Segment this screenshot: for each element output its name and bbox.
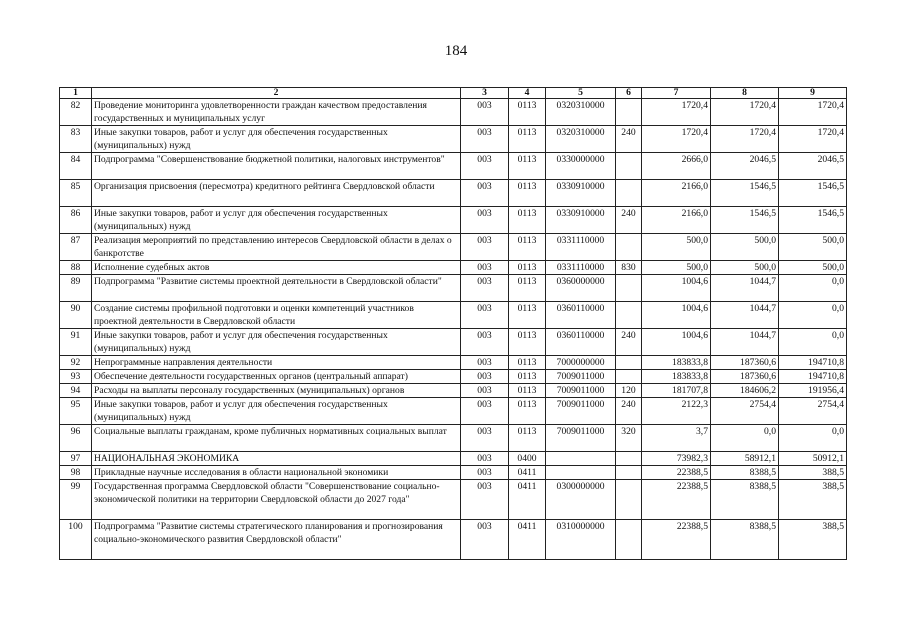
amount-col-8: 187360,6: [711, 356, 779, 370]
amount-col-9: 50912,1: [779, 452, 847, 466]
table-row: [60, 356, 847, 370]
section-code: 0113: [509, 126, 546, 153]
amount-col-7: 2122,3: [642, 398, 711, 425]
table-row: [60, 207, 847, 234]
row-name: Иные закупки товаров, работ и услуг для обеспечения государственных (муниципальных) нужд: [92, 398, 461, 425]
amount-col-8: 187360,6: [711, 370, 779, 384]
row-name: Создание системы профильной подготовки и оценки компетенций участников проектной деятельности в Свердловской области: [92, 302, 461, 329]
amount-col-9: 0,0: [779, 425, 847, 452]
ministry-code: 003: [461, 207, 509, 234]
amount-col-9: 0,0: [779, 302, 847, 329]
page-number: 184: [444, 43, 468, 59]
row-number: 95: [60, 398, 92, 425]
ministry-code: 003: [461, 302, 509, 329]
target-article-code: 0330910000: [546, 207, 616, 234]
section-code: 0400: [509, 452, 546, 466]
row-number: 86: [60, 207, 92, 234]
amount-col-8: 1546,5: [711, 207, 779, 234]
amount-col-7: 181707,8: [642, 384, 711, 398]
amount-col-7: 500,0: [642, 261, 711, 275]
row-number: 84: [60, 153, 92, 180]
target-article-code: 0331110000: [546, 261, 616, 275]
table-row: [60, 275, 847, 302]
table-row: [60, 99, 847, 126]
amount-col-8: 500,0: [711, 261, 779, 275]
row-number: 96: [60, 425, 92, 452]
header-row: [60, 88, 847, 99]
amount-col-8: 1044,7: [711, 275, 779, 302]
expense-type-code: [616, 452, 642, 466]
amount-col-9: 1546,5: [779, 207, 847, 234]
section-code: 0113: [509, 356, 546, 370]
row-name: Иные закупки товаров, работ и услуг для обеспечения государственных (муниципальных) нужд: [92, 329, 461, 356]
table-row: [60, 153, 847, 180]
amount-col-9: 2046,5: [779, 153, 847, 180]
amount-col-7: 500,0: [642, 234, 711, 261]
target-article-code: 7009011000: [546, 384, 616, 398]
table-row: [60, 234, 847, 261]
target-article-code: 7009011000: [546, 398, 616, 425]
amount-col-7: 22388,5: [642, 466, 711, 480]
ministry-code: 003: [461, 153, 509, 180]
ministry-code: 003: [461, 356, 509, 370]
section-code: 0113: [509, 398, 546, 425]
table-row: [60, 384, 847, 398]
target-article-code: 7000000000: [546, 356, 616, 370]
amount-col-7: 3,7: [642, 425, 711, 452]
expense-type-code: [616, 302, 642, 329]
section-code: 0113: [509, 99, 546, 126]
expense-type-code: [616, 234, 642, 261]
expense-type-code: 120: [616, 384, 642, 398]
ministry-code: 003: [461, 329, 509, 356]
ministry-code: 003: [461, 384, 509, 398]
target-article-code: 7009011000: [546, 370, 616, 384]
table-row: [60, 452, 847, 466]
section-code: 0113: [509, 384, 546, 398]
column-header-8: 8: [711, 88, 779, 99]
row-number: 82: [60, 99, 92, 126]
amount-col-9: 194710,8: [779, 356, 847, 370]
row-name: Иные закупки товаров, работ и услуг для обеспечения государственных (муниципальных) нужд: [92, 207, 461, 234]
section-code: 0411: [509, 520, 546, 560]
ministry-code: 003: [461, 520, 509, 560]
column-header-9: 9: [779, 88, 847, 99]
expense-type-code: [616, 370, 642, 384]
row-number: 90: [60, 302, 92, 329]
row-number: 83: [60, 126, 92, 153]
section-code: 0411: [509, 466, 546, 480]
amount-col-8: 58912,1: [711, 452, 779, 466]
table-row: [60, 466, 847, 480]
row-number: 93: [60, 370, 92, 384]
amount-col-8: 1044,7: [711, 329, 779, 356]
amount-col-9: 194710,8: [779, 370, 847, 384]
row-number: 97: [60, 452, 92, 466]
table-row: [60, 180, 847, 207]
row-name: Социальные выплаты гражданам, кроме публичных нормативных социальных выплат: [92, 425, 461, 452]
section-code: 0113: [509, 275, 546, 302]
table-row: [60, 126, 847, 153]
amount-col-7: 1720,4: [642, 99, 711, 126]
amount-col-8: 1720,4: [711, 99, 779, 126]
target-article-code: 0320310000: [546, 126, 616, 153]
target-article-code: 0331110000: [546, 234, 616, 261]
amount-col-7: 1004,6: [642, 275, 711, 302]
row-number: 87: [60, 234, 92, 261]
section-code: 0113: [509, 234, 546, 261]
table-row: [60, 370, 847, 384]
target-article-code: 7009011000: [546, 425, 616, 452]
table-row: [60, 302, 847, 329]
column-header-2: 2: [92, 88, 461, 99]
amount-col-7: 1720,4: [642, 126, 711, 153]
amount-col-8: 184606,2: [711, 384, 779, 398]
row-name: Исполнение судебных актов: [92, 261, 461, 275]
row-number: 98: [60, 466, 92, 480]
amount-col-9: 1720,4: [779, 126, 847, 153]
table-row: [60, 261, 847, 275]
amount-col-9: 388,5: [779, 520, 847, 560]
amount-col-9: 388,5: [779, 466, 847, 480]
expense-type-code: [616, 480, 642, 520]
expense-type-code: 320: [616, 425, 642, 452]
amount-col-8: 8388,5: [711, 520, 779, 560]
row-name: Обеспечение деятельности государственных органов (центральный аппарат): [92, 370, 461, 384]
section-code: 0113: [509, 207, 546, 234]
column-header-6: 6: [616, 88, 642, 99]
expense-type-code: [616, 466, 642, 480]
ministry-code: 003: [461, 480, 509, 520]
section-code: 0113: [509, 261, 546, 275]
row-name: Организация присвоения (пересмотра) кредитного рейтинга Свердловской области: [92, 180, 461, 207]
ministry-code: 003: [461, 261, 509, 275]
target-article-code: 0300000000: [546, 480, 616, 520]
row-name: Прикладные научные исследования в области национальной экономики: [92, 466, 461, 480]
section-code: 0113: [509, 180, 546, 207]
target-article-code: 0320310000: [546, 99, 616, 126]
target-article-code: [546, 452, 616, 466]
row-number: 100: [60, 520, 92, 560]
target-article-code: 0310000000: [546, 520, 616, 560]
ministry-code: 003: [461, 370, 509, 384]
amount-col-7: 2166,0: [642, 207, 711, 234]
expense-type-code: [616, 180, 642, 207]
amount-col-9: 2754,4: [779, 398, 847, 425]
ministry-code: 003: [461, 452, 509, 466]
expense-type-code: [616, 153, 642, 180]
budget-table: [59, 87, 847, 560]
expense-type-code: 240: [616, 329, 642, 356]
amount-col-9: 0,0: [779, 329, 847, 356]
amount-col-9: 500,0: [779, 234, 847, 261]
column-header-7: 7: [642, 88, 711, 99]
amount-col-7: 183833,8: [642, 370, 711, 384]
section-code: 0113: [509, 302, 546, 329]
row-name: Расходы на выплаты персоналу государственных (муниципальных) органов: [92, 384, 461, 398]
table-row: [60, 520, 847, 560]
section-code: 0113: [509, 329, 546, 356]
table-row: [60, 480, 847, 520]
section-code: 0411: [509, 480, 546, 520]
row-number: 99: [60, 480, 92, 520]
section-code: 0113: [509, 370, 546, 384]
ministry-code: 003: [461, 398, 509, 425]
target-article-code: 0330000000: [546, 153, 616, 180]
amount-col-7: 22388,5: [642, 480, 711, 520]
table-row: [60, 425, 847, 452]
table-row: [60, 398, 847, 425]
amount-col-9: 0,0: [779, 275, 847, 302]
ministry-code: 003: [461, 99, 509, 126]
column-header-1: 1: [60, 88, 92, 99]
column-header-4: 4: [509, 88, 546, 99]
ministry-code: 003: [461, 126, 509, 153]
amount-col-9: 388,5: [779, 480, 847, 520]
expense-type-code: [616, 275, 642, 302]
row-number: 94: [60, 384, 92, 398]
row-number: 88: [60, 261, 92, 275]
amount-col-7: 2166,0: [642, 180, 711, 207]
table-row: [60, 329, 847, 356]
row-name: Непрограммные направления деятельности: [92, 356, 461, 370]
amount-col-8: 2046,5: [711, 153, 779, 180]
amount-col-7: 1004,6: [642, 302, 711, 329]
expense-type-code: 240: [616, 207, 642, 234]
row-name: Подпрограмма "Совершенствование бюджетной политики, налоговых инструментов": [92, 153, 461, 180]
ministry-code: 003: [461, 180, 509, 207]
row-number: 92: [60, 356, 92, 370]
amount-col-7: 73982,3: [642, 452, 711, 466]
expense-type-code: [616, 99, 642, 126]
amount-col-8: 2754,4: [711, 398, 779, 425]
expense-type-code: 830: [616, 261, 642, 275]
ministry-code: 003: [461, 425, 509, 452]
row-name: Подпрограмма "Развитие системы стратегического планирования и прогнозирования социально-экономического развития Свердловской области": [92, 520, 461, 560]
amount-col-8: 0,0: [711, 425, 779, 452]
amount-col-9: 191956,4: [779, 384, 847, 398]
amount-col-9: 500,0: [779, 261, 847, 275]
amount-col-7: 2666,0: [642, 153, 711, 180]
row-name: Реализация мероприятий по представлению интересов Свердловской области в делах о банкротстве: [92, 234, 461, 261]
amount-col-9: 1720,4: [779, 99, 847, 126]
target-article-code: [546, 466, 616, 480]
row-number: 89: [60, 275, 92, 302]
row-name: Подпрограмма "Развитие системы проектной деятельности в Свердловской области": [92, 275, 461, 302]
expense-type-code: [616, 520, 642, 560]
target-article-code: 0360110000: [546, 329, 616, 356]
row-name: НАЦИОНАЛЬНАЯ ЭКОНОМИКА: [92, 452, 461, 466]
expense-type-code: 240: [616, 398, 642, 425]
target-article-code: 0360110000: [546, 302, 616, 329]
amount-col-8: 500,0: [711, 234, 779, 261]
section-code: 0113: [509, 153, 546, 180]
amount-col-8: 8388,5: [711, 466, 779, 480]
target-article-code: 0360000000: [546, 275, 616, 302]
column-header-5: 5: [546, 88, 616, 99]
target-article-code: 0330910000: [546, 180, 616, 207]
row-number: 85: [60, 180, 92, 207]
table-body: [60, 99, 847, 560]
ministry-code: 003: [461, 275, 509, 302]
expense-type-code: 240: [616, 126, 642, 153]
row-name: Иные закупки товаров, работ и услуг для обеспечения государственных (муниципальных) нужд: [92, 126, 461, 153]
amount-col-8: 1044,7: [711, 302, 779, 329]
row-name: Государственная программа Свердловской области "Совершенствование социально-экономической политики на территории Свердловской области до 2027 года": [92, 480, 461, 520]
amount-col-7: 183833,8: [642, 356, 711, 370]
section-code: 0113: [509, 425, 546, 452]
amount-col-8: 1546,5: [711, 180, 779, 207]
ministry-code: 003: [461, 466, 509, 480]
amount-col-8: 8388,5: [711, 480, 779, 520]
row-name: Проведение мониторинга удовлетворенности граждан качеством предоставления государственных и муниципальных услуг: [92, 99, 461, 126]
amount-col-9: 1546,5: [779, 180, 847, 207]
ministry-code: 003: [461, 234, 509, 261]
amount-col-7: 1004,6: [642, 329, 711, 356]
amount-col-7: 22388,5: [642, 520, 711, 560]
row-number: 91: [60, 329, 92, 356]
amount-col-8: 1720,4: [711, 126, 779, 153]
column-header-3: 3: [461, 88, 509, 99]
expense-type-code: [616, 356, 642, 370]
